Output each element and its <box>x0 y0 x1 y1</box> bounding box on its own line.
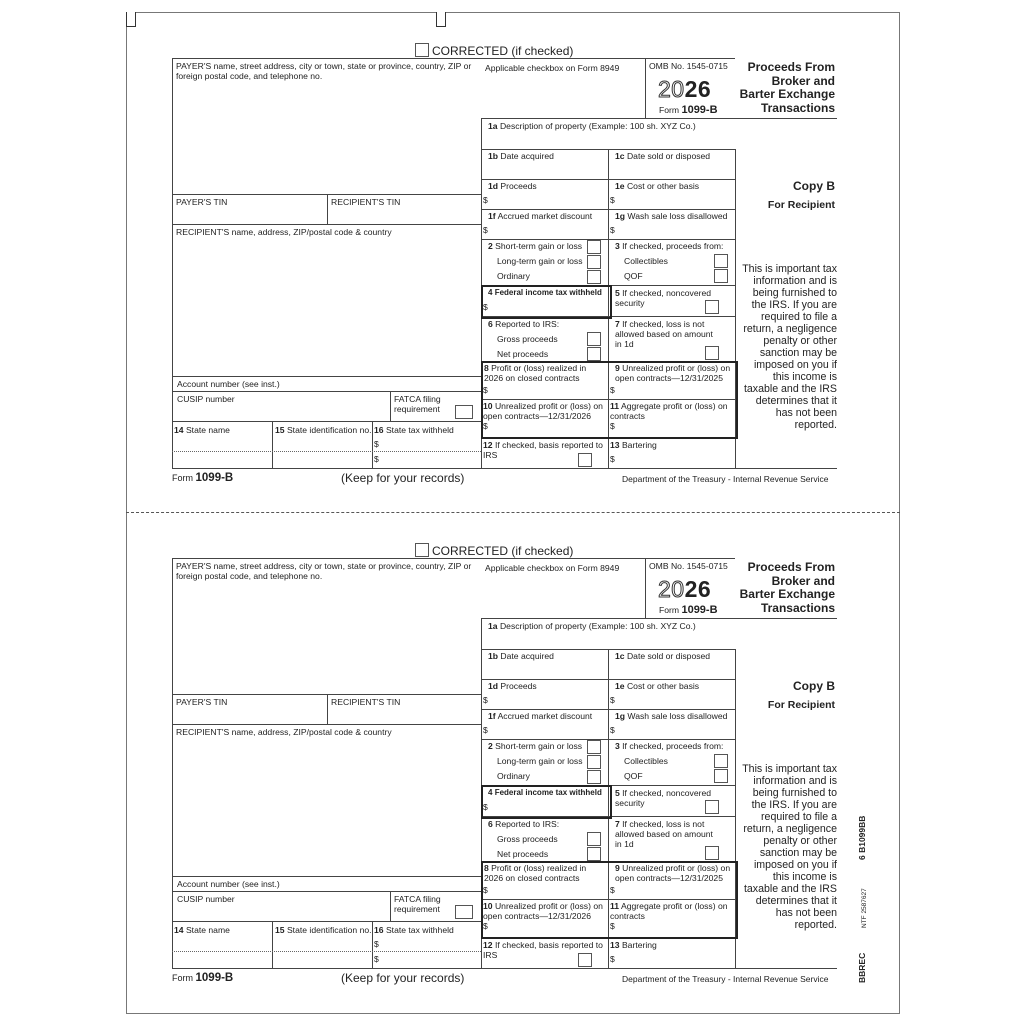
text-form-box-5: 5 <box>615 288 620 298</box>
fatca-checkbox[interactable] <box>455 905 473 919</box>
box-1d-label: Proceeds <box>500 681 537 691</box>
text-form-box-1g: 1g <box>615 211 626 221</box>
box-2-short-checkbox[interactable] <box>587 240 601 254</box>
box-8-field[interactable] <box>492 383 604 397</box>
box-9-field[interactable] <box>619 883 731 897</box>
text-form-box-16: 16 <box>374 425 384 435</box>
box-4-field[interactable] <box>492 800 604 814</box>
box-6-gross-checkbox[interactable] <box>587 332 601 346</box>
box-6-gross-label: Gross proceeds <box>497 334 558 344</box>
text-form-box-13: 13 <box>610 940 620 950</box>
text-form-box-1b: 1b <box>488 651 499 661</box>
text-form-dollar: $ <box>610 885 615 895</box>
cusip-field[interactable] <box>174 906 388 918</box>
state-tax-withheld-label: State tax withheld <box>385 925 454 935</box>
box-1c-label: Date sold or disposed <box>626 651 711 661</box>
text-form-title-lines-2: Barter Exchange <box>739 587 835 601</box>
recipient-name-label: RECIPIENT'S name, address, ZIP/postal code & country <box>176 227 392 237</box>
text-form-year-prefix: 20 <box>658 576 685 602</box>
box-12-checkbox[interactable] <box>578 953 592 967</box>
box-3-collectibles-label: Collectibles <box>624 256 668 266</box>
box-1b-field[interactable] <box>484 162 606 178</box>
box-10-label: Unrealized profit or (loss) on open contracts—12/31/2026 <box>483 401 603 421</box>
box-8-field[interactable] <box>492 883 604 897</box>
box-11-label: Aggregate profit or (loss) on contracts <box>610 901 728 921</box>
box-3-collectibles-label: Collectibles <box>624 756 668 766</box>
text-form-box-12: 12 <box>483 440 493 450</box>
text-form-box-10: 10 <box>483 901 493 911</box>
box-3-collectibles-checkbox[interactable] <box>714 254 728 268</box>
box-6-net-checkbox[interactable] <box>587 847 601 861</box>
box-1d-field[interactable] <box>492 693 606 708</box>
keep-records-label: (Keep for your records) <box>341 971 465 985</box>
text-form-box-4: 4 <box>488 788 493 797</box>
text-form-box-1e: 1e <box>615 681 625 691</box>
box-6-net-label: Net proceeds <box>497 349 549 359</box>
box-5-label: If checked, noncovered security <box>615 788 712 808</box>
text-form-year-suffix: 26 <box>684 576 712 602</box>
payer-name-label: PAYER'S name, street address, city or town, state or province, country, ZIP or foreign postal code, and telephone no. <box>176 61 472 81</box>
text-form-title-lines-0: Proceeds From <box>747 560 835 574</box>
box-13-field[interactable] <box>619 451 731 466</box>
box-4-label: Federal income tax withheld <box>494 288 602 297</box>
keep-records-label: (Keep for your records) <box>341 471 465 485</box>
account-number-label: Account number (see inst.) <box>177 879 280 889</box>
text-form-box-14: 14 <box>174 925 184 935</box>
footer-form-number: 1099-B <box>195 972 234 984</box>
text-form-dollar: $ <box>610 725 615 735</box>
text-form-title-lines-3: Transactions <box>760 600 835 615</box>
text-form-dollar: $ <box>483 421 488 431</box>
box-5-checkbox[interactable] <box>705 300 719 314</box>
text-form-box-9: 9 <box>615 863 620 873</box>
box-4-label: Federal income tax withheld <box>494 788 602 797</box>
box-7-label: If checked, loss is not allowed based on amount in 1d <box>615 319 713 349</box>
text-form-dollar: $ <box>483 302 488 312</box>
box-1a-label: Description of property (Example: 100 sh. XYZ Co.) <box>499 621 696 631</box>
text-form-form-word: Form <box>659 605 680 615</box>
text-form-corrected-label: CORRECTED (if checked) <box>432 544 574 558</box>
box-1c-label: Date sold or disposed <box>626 151 711 161</box>
box-3-qof-checkbox[interactable] <box>714 769 728 783</box>
ntf-code: NTF 2587627 <box>861 888 868 928</box>
box-1g-label: Wash sale loss disallowed <box>627 211 728 221</box>
corrected-checkbox[interactable] <box>415 543 429 557</box>
state-tax-withheld-field[interactable] <box>382 436 478 450</box>
corrected-checkbox-label <box>415 543 573 558</box>
state-tax-withheld-field[interactable] <box>382 936 478 950</box>
text-form-box-1f: 1f <box>488 711 496 721</box>
box-9-field[interactable] <box>619 383 731 397</box>
state-name-field[interactable] <box>174 436 270 450</box>
box-1f-field[interactable] <box>492 723 606 738</box>
text-form-box-5: 5 <box>615 788 620 798</box>
state-name-label: State name <box>185 925 230 935</box>
box-13-field[interactable] <box>619 951 731 966</box>
box-12-label: If checked, basis reported to IRS <box>483 440 603 460</box>
text-form-dollar: $ <box>610 695 615 705</box>
text-form-box-13: 13 <box>610 440 620 450</box>
box-1a-field[interactable] <box>484 632 834 648</box>
box-1a-field[interactable] <box>484 132 834 148</box>
recipient-name-field[interactable] <box>173 739 479 874</box>
text-form-box-1e: 1e <box>615 181 625 191</box>
box-12-checkbox[interactable] <box>578 453 592 467</box>
text-form-form-word: Form <box>172 473 193 483</box>
box-1f-field[interactable] <box>492 223 606 238</box>
form-number: 1099-B <box>681 104 718 116</box>
state-id-field[interactable] <box>274 936 370 950</box>
payer-name-label: PAYER'S name, street address, city or town, state or province, country, ZIP or foreign postal code, and telephone no. <box>176 561 472 581</box>
text-form-box-1f: 1f <box>488 211 496 221</box>
department-label: Department of the Treasury - Internal Revenue Service <box>622 974 829 984</box>
state-name-label: State name <box>185 425 230 435</box>
text-form-box-3: 3 <box>615 241 620 251</box>
text-form-title-lines-1: Broker and <box>771 573 835 588</box>
text-form-box-11: 11 <box>610 401 620 411</box>
box-10-field[interactable] <box>492 419 604 433</box>
box-1e-field[interactable] <box>619 693 733 708</box>
corrected-checkbox-label <box>415 43 573 58</box>
recipient-tin-field[interactable] <box>329 708 479 723</box>
text-form-box-1d: 1d <box>488 681 499 691</box>
copy-b-lower <box>172 544 837 1028</box>
text-form-dollar: $ <box>483 385 488 395</box>
box-1f-label: Accrued market discount <box>497 711 593 721</box>
text-form-box-10: 10 <box>483 401 493 411</box>
copy-b-upper <box>172 44 837 528</box>
box-8-label: Profit or (loss) realized in 2026 on closed contracts <box>484 863 587 883</box>
for-recipient-label: For Recipient <box>767 699 835 711</box>
form-title <box>737 61 835 115</box>
text-form-box-1d: 1d <box>488 181 499 191</box>
box-10-label: Unrealized profit or (loss) on open contracts—12/31/2026 <box>483 901 603 921</box>
box-1c-field[interactable] <box>611 662 733 678</box>
cusip-label: CUSIP number <box>177 894 235 904</box>
box-2-short-checkbox[interactable] <box>587 740 601 754</box>
box-1g-field[interactable] <box>619 723 733 738</box>
account-number-field[interactable] <box>292 878 478 890</box>
text-form-title-lines-0: Proceeds From <box>747 60 835 74</box>
cusip-label: CUSIP number <box>177 394 235 404</box>
form-number: 1099-B <box>681 604 718 616</box>
text-form-dollar: $ <box>483 725 488 735</box>
box-2-ordinary-checkbox[interactable] <box>587 270 601 284</box>
recipient-tin-label: RECIPIENT'S TIN <box>331 197 401 207</box>
recipient-tin-label: RECIPIENT'S TIN <box>331 697 401 707</box>
box-7-label: If checked, loss is not allowed based on amount in 1d <box>615 819 713 849</box>
text-form-box-15: 15 <box>275 425 285 435</box>
text-form-form-word: Form <box>172 973 193 983</box>
box-6-gross-label: Gross proceeds <box>497 834 558 844</box>
box-1c-field[interactable] <box>611 162 733 178</box>
box-5-label: If checked, noncovered security <box>615 288 712 308</box>
text-form-box-6: 6 <box>488 819 493 829</box>
payer-tin-label: PAYER'S TIN <box>176 197 228 207</box>
box-3-qof-checkbox[interactable] <box>714 269 728 283</box>
box-1e-label: Cost or other basis <box>626 181 700 191</box>
box-1b-label: Date acquired <box>500 651 554 661</box>
box-7-checkbox[interactable] <box>705 346 719 360</box>
text-form-box-7: 7 <box>615 319 620 329</box>
text-form-box-8: 8 <box>484 863 489 873</box>
payer-tin-field[interactable] <box>173 208 325 223</box>
text-form-dollar: $ <box>374 939 379 949</box>
text-form-dollar: $ <box>610 454 615 464</box>
text-form-box-6: 6 <box>488 319 493 329</box>
text-form-dollar: $ <box>483 195 488 205</box>
text-form-box-7: 7 <box>615 819 620 829</box>
text-form-title-lines-1: Broker and <box>771 73 835 88</box>
text-form-title-lines-2: Barter Exchange <box>739 87 835 101</box>
text-form-dollar: $ <box>610 225 615 235</box>
copy-label: Copy B <box>793 679 835 693</box>
text-form-dollar: $ <box>610 195 615 205</box>
text-form-box-1g: 1g <box>615 711 626 721</box>
recipient-name-label: RECIPIENT'S name, address, ZIP/postal code & country <box>176 727 392 737</box>
form-code: 6 B1099BB <box>857 815 867 860</box>
box-6-label: Reported to IRS: <box>495 819 560 829</box>
text-form-box-12: 12 <box>483 940 493 950</box>
form-title <box>737 561 835 615</box>
box-2-short-label: Short-term gain or loss <box>495 241 583 251</box>
text-form-box-1a: 1a <box>488 121 498 131</box>
box-6-net-label: Net proceeds <box>497 849 549 859</box>
payer-tin-field[interactable] <box>173 708 325 723</box>
tax-year <box>658 76 711 102</box>
state-id-field[interactable] <box>274 436 370 450</box>
text-form-box-8: 8 <box>484 363 489 373</box>
box-9-label: Unrealized profit or (loss) on open contracts—12/31/2025 <box>615 363 731 383</box>
box-6-label: Reported to IRS: <box>495 319 560 329</box>
state-name-field[interactable] <box>174 936 270 950</box>
payer-tin-label: PAYER'S TIN <box>176 697 228 707</box>
applicable-checkbox-label: Applicable checkbox on Form 8949 <box>485 563 620 573</box>
applicable-checkbox-field[interactable] <box>484 574 642 616</box>
text-form-box-2: 2 <box>488 241 493 251</box>
state-tax-withheld-label: State tax withheld <box>385 425 454 435</box>
box-1f-label: Accrued market discount <box>497 211 593 221</box>
box-11-label: Aggregate profit or (loss) on contracts <box>610 401 728 421</box>
text-form-dollar: $ <box>610 385 615 395</box>
fatca-label: FATCA filing requirement <box>394 894 441 914</box>
box-1d-field[interactable] <box>492 193 606 208</box>
text-form-dollar: $ <box>610 954 615 964</box>
text-form-box-9: 9 <box>615 363 620 373</box>
box-2-long-checkbox[interactable] <box>587 255 601 269</box>
recipient-tin-field[interactable] <box>329 208 479 223</box>
text-form-box-14: 14 <box>174 425 184 435</box>
box-3-qof-label: QOF <box>624 771 643 781</box>
box-3-label: If checked, proceeds from: <box>622 741 724 751</box>
box-5-checkbox[interactable] <box>705 800 719 814</box>
text-form-dollar: $ <box>483 921 488 931</box>
box-4-field[interactable] <box>492 300 604 314</box>
box-2-short-label: Short-term gain or loss <box>495 741 583 751</box>
text-form-dollar: $ <box>610 421 615 431</box>
account-number-field[interactable] <box>292 378 478 390</box>
box-12-label: If checked, basis reported to IRS <box>483 940 603 960</box>
box-2-long-checkbox[interactable] <box>587 755 601 769</box>
payer-name-field[interactable] <box>173 580 479 692</box>
box-2-ordinary-checkbox[interactable] <box>587 770 601 784</box>
text-form-dollar: $ <box>610 921 615 931</box>
account-number-label: Account number (see inst.) <box>177 379 280 389</box>
fatca-label: FATCA filing requirement <box>394 394 441 414</box>
box-13-label: Bartering <box>621 440 657 450</box>
notice-text: This is important tax information and is being furnished to the IRS. If you are required to file a return, a negligence penalty or other sanction may be imposed on you if this income is taxable and the IRS determines that it has not been reported. <box>742 763 837 931</box>
text-form-box-11: 11 <box>610 901 620 911</box>
text-form-year-suffix: 26 <box>684 76 712 102</box>
text-form-box-3: 3 <box>615 741 620 751</box>
text-form-dollar: $ <box>483 802 488 812</box>
text-form-title-lines-3: Transactions <box>760 100 835 115</box>
box-10-field[interactable] <box>492 919 604 933</box>
text-form-corrected-label: CORRECTED (if checked) <box>432 44 574 58</box>
box-1g-label: Wash sale loss disallowed <box>627 711 728 721</box>
box-2-ordinary-label: Ordinary <box>497 771 530 781</box>
text-form-dollar: $ <box>374 954 379 964</box>
omb-number: OMB No. 1545-0715 <box>649 561 728 571</box>
box-3-collectibles-checkbox[interactable] <box>714 754 728 768</box>
recipient-name-field[interactable] <box>173 239 479 374</box>
box-3-label: If checked, proceeds from: <box>622 241 724 251</box>
box-1b-field[interactable] <box>484 662 606 678</box>
tax-year <box>658 576 711 602</box>
box-6-gross-checkbox[interactable] <box>587 832 601 846</box>
text-form-dollar: $ <box>483 225 488 235</box>
text-form-box-1c: 1c <box>615 151 625 161</box>
text-form-box-15: 15 <box>275 925 285 935</box>
state-id-label: State identification no. <box>286 425 372 435</box>
copy-label: Copy B <box>793 179 835 193</box>
text-form-box-2: 2 <box>488 741 493 751</box>
text-form-box-4: 4 <box>488 288 493 297</box>
box-1a-label: Description of property (Example: 100 sh. XYZ Co.) <box>499 121 696 131</box>
text-form-box-1c: 1c <box>615 651 625 661</box>
box-1d-label: Proceeds <box>500 181 537 191</box>
box-1e-label: Cost or other basis <box>626 681 700 691</box>
box-6-net-checkbox[interactable] <box>587 347 601 361</box>
box-3-qof-label: QOF <box>624 271 643 281</box>
box-1e-field[interactable] <box>619 193 733 208</box>
box-7-checkbox[interactable] <box>705 846 719 860</box>
department-label: Department of the Treasury - Internal Revenue Service <box>622 474 829 484</box>
text-form-box-16: 16 <box>374 925 384 935</box>
right-corner-mark <box>436 12 446 27</box>
applicable-checkbox-field[interactable] <box>484 74 642 116</box>
cusip-field[interactable] <box>174 406 388 418</box>
box-13-label: Bartering <box>621 940 657 950</box>
box-11-field[interactable] <box>619 919 731 933</box>
text-form-form-word: Form <box>659 105 680 115</box>
box-2-ordinary-label: Ordinary <box>497 271 530 281</box>
omb-number: OMB No. 1545-0715 <box>649 61 728 71</box>
notice-text: This is important tax information and is being furnished to the IRS. If you are required to file a return, a negligence penalty or other sanction may be imposed on you if this income is taxable and the IRS determines that it has not been reported. <box>742 263 837 431</box>
applicable-checkbox-label: Applicable checkbox on Form 8949 <box>485 63 620 73</box>
text-form-box-1a: 1a <box>488 621 498 631</box>
text-form-year-prefix: 20 <box>658 76 685 102</box>
text-form-dollar: $ <box>483 885 488 895</box>
footer-form-number: 1099-B <box>195 472 234 484</box>
brec-code: BBREC <box>857 952 867 983</box>
box-1g-field[interactable] <box>619 223 733 238</box>
fatca-checkbox[interactable] <box>455 405 473 419</box>
payer-name-field[interactable] <box>173 80 479 192</box>
text-form-dollar: $ <box>374 439 379 449</box>
text-form-box-1b: 1b <box>488 151 499 161</box>
box-8-label: Profit or (loss) realized in 2026 on closed contracts <box>484 363 587 383</box>
text-form-dollar: $ <box>483 695 488 705</box>
left-corner-mark <box>126 12 136 27</box>
text-form-dollar: $ <box>374 454 379 464</box>
box-2-long-label: Long-term gain or loss <box>497 756 583 766</box>
box-2-long-label: Long-term gain or loss <box>497 256 583 266</box>
for-recipient-label: For Recipient <box>767 199 835 211</box>
box-1b-label: Date acquired <box>500 151 554 161</box>
box-9-label: Unrealized profit or (loss) on open contracts—12/31/2025 <box>615 863 731 883</box>
box-11-field[interactable] <box>619 419 731 433</box>
state-id-label: State identification no. <box>286 925 372 935</box>
corrected-checkbox[interactable] <box>415 43 429 57</box>
